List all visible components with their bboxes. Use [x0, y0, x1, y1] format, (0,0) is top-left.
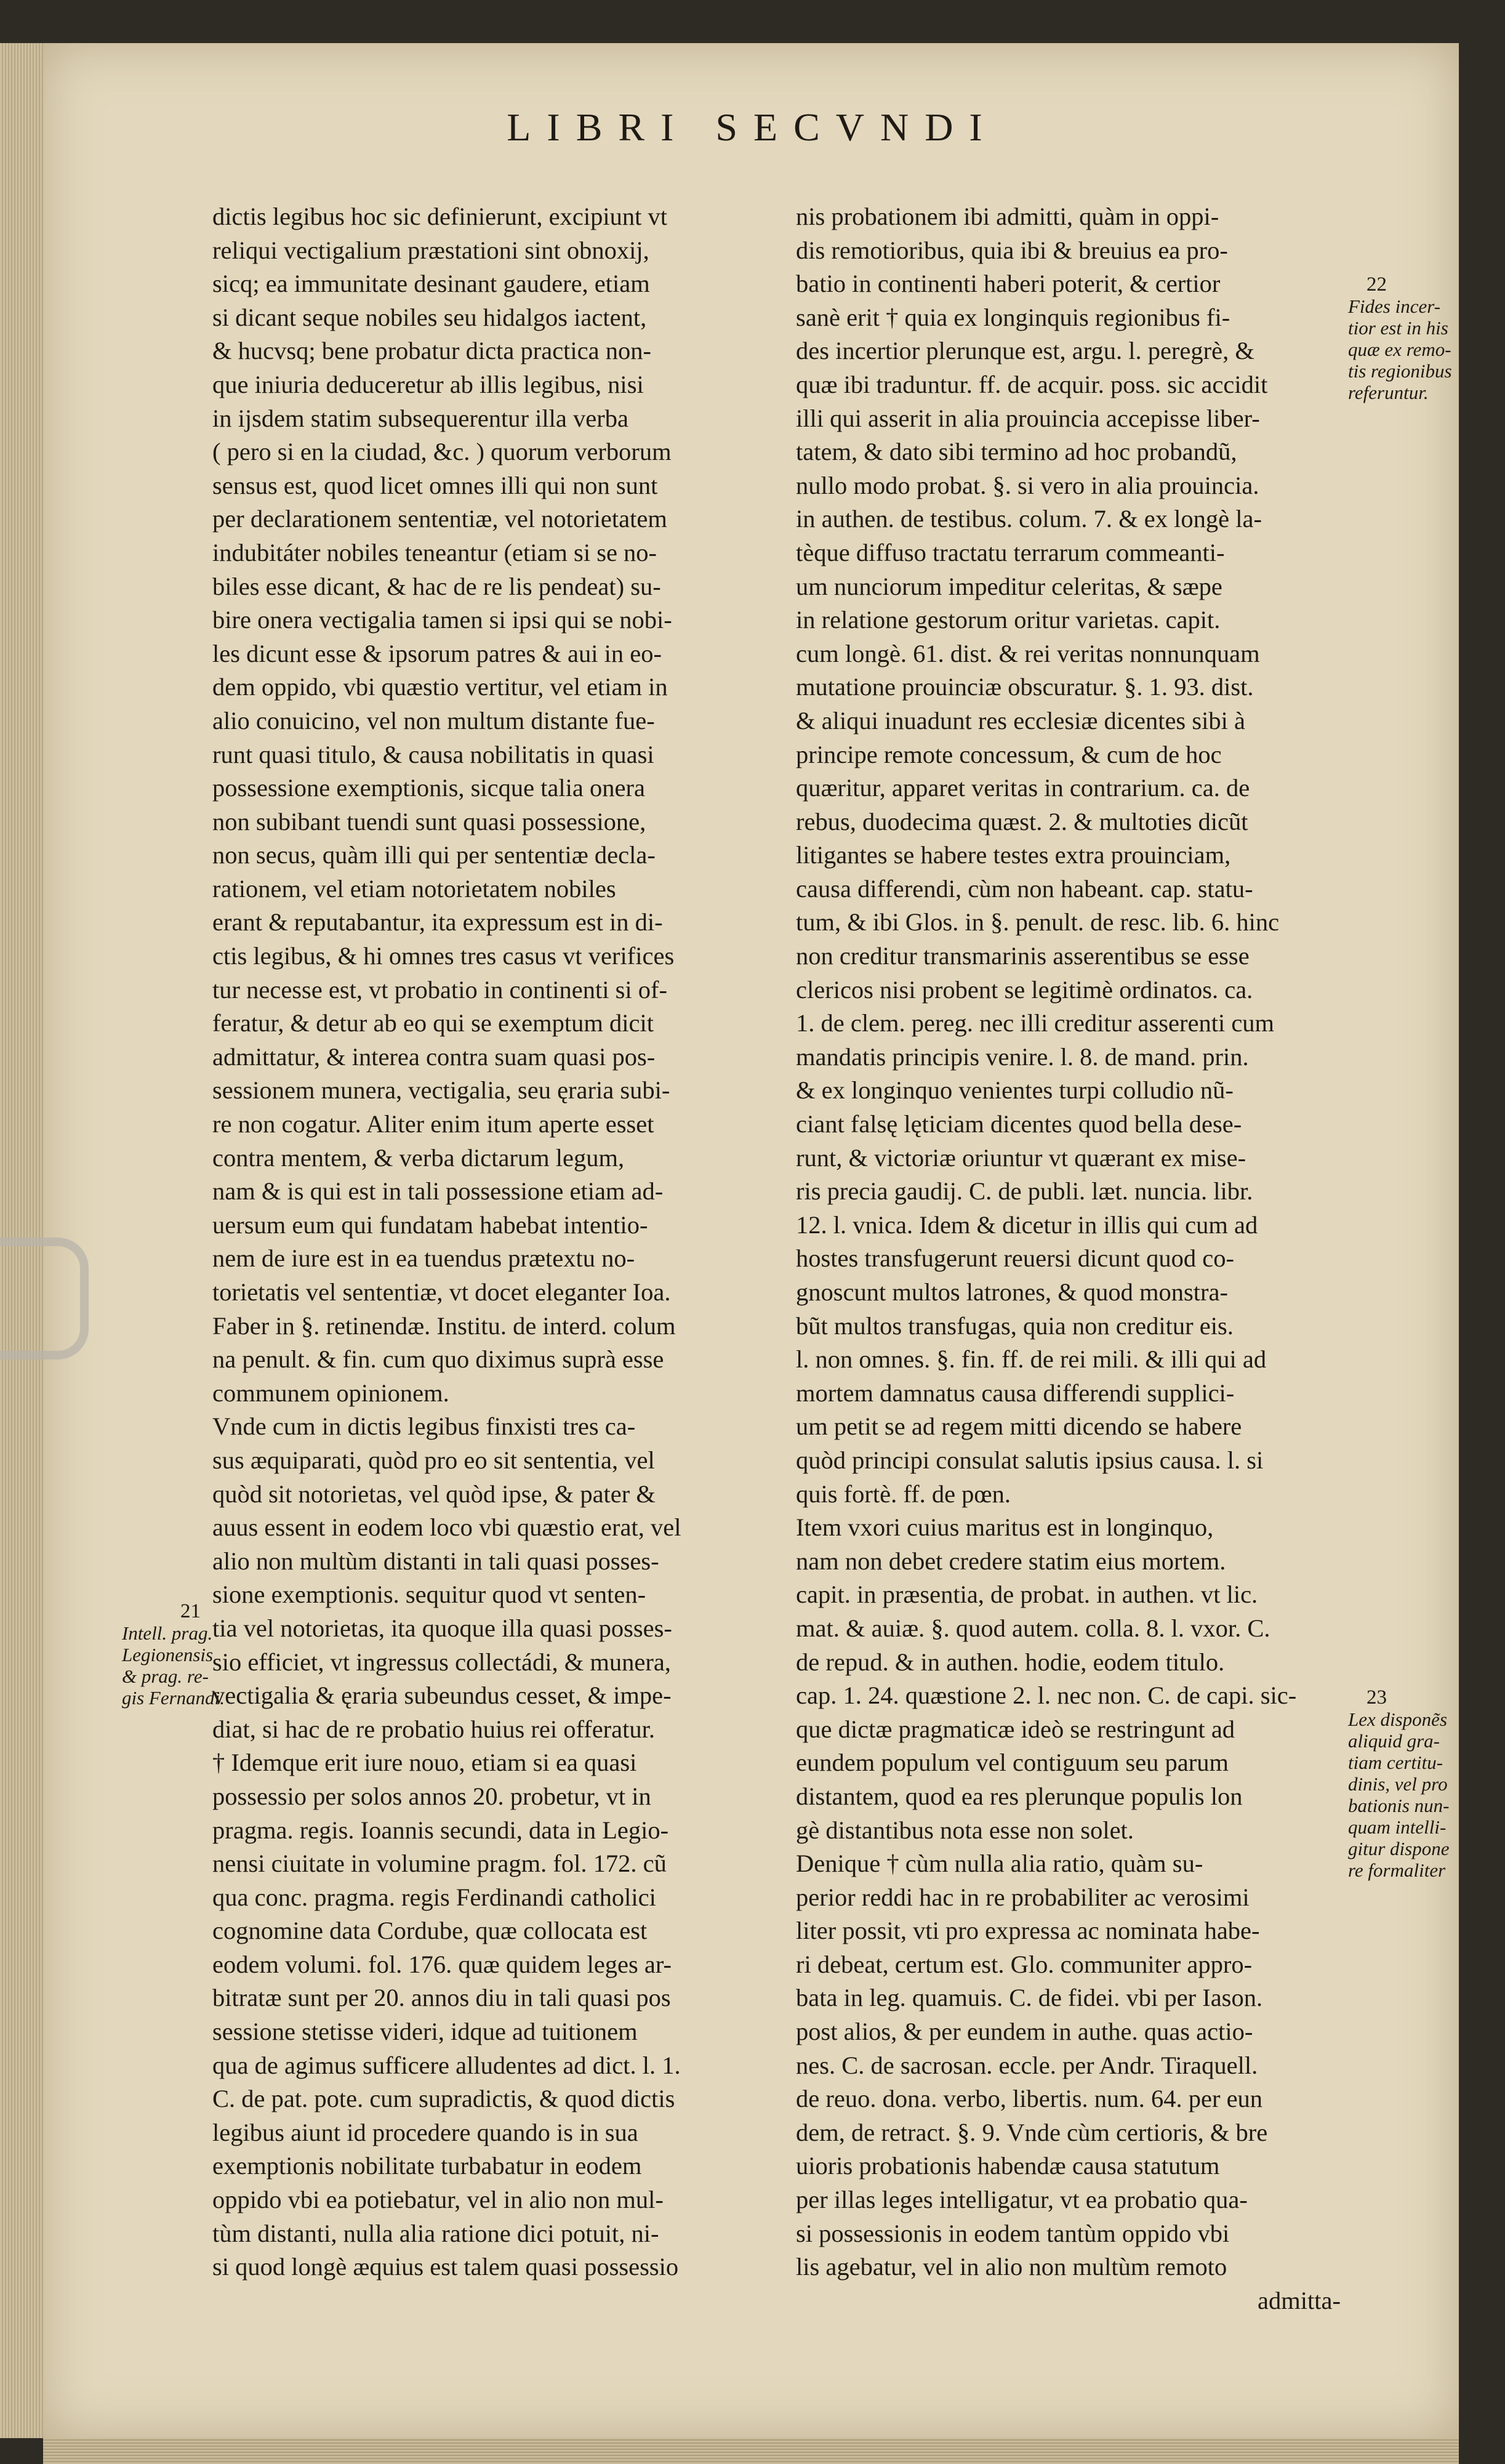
text-line: possessio per solos annos 20. probetur, vt in	[212, 1782, 651, 1810]
text-line: sensus est, quod licet omnes illi qui non sunt	[212, 471, 658, 499]
text-line: 1. de clem. pereg. nec illi creditur asserenti cum	[796, 1009, 1275, 1037]
text-line: sicq; ea immunitate desinant gaudere, etiam	[212, 270, 650, 298]
margin-note-line: Intell. prag.	[122, 1622, 213, 1644]
text-line: Faber in §. retinendæ. Institu. de interd. colum	[212, 1311, 676, 1340]
text-line: um nunciorum impeditur celeritas, & sæpe	[796, 572, 1222, 600]
text-line: non subibant tuendi sunt quasi possessione,	[212, 807, 646, 835]
text-line: mat. & auiæ. §. quod autem. colla. 8. l. vxor. C.	[796, 1614, 1270, 1642]
text-line: in ijsdem statim subsequerentur illa verba	[212, 404, 628, 432]
text-line: post alios, & per eundem in authe. quas actio-	[796, 2018, 1253, 2046]
text-line: quis fortè. ff. de pœn.	[796, 1480, 1011, 1508]
text-line: qua de agimus sufficere alludentes ad dict. l. 1.	[212, 2051, 681, 2079]
text-line: pragma. regis. Ioannis secundi, data in Legio-	[212, 1816, 669, 1844]
text-line: eundem populum vel contiguum seu parum	[796, 1749, 1229, 1777]
text-line: admitta-	[1258, 2286, 1341, 2314]
margin-note-line: & prag. re-	[122, 1665, 209, 1687]
text-line: nam & is qui est in tali possessione etiam ad-	[212, 1177, 664, 1206]
text-line: de reuo. dona. verbo, libertis. num. 64. per eun	[796, 2085, 1263, 2113]
text-line: indubitáter nobiles teneantur (etiam si se no-	[212, 538, 657, 566]
running-header: LIBRI SECVNDI	[507, 105, 998, 149]
text-line: vectigalia & ęraria subeundus cesset, & impe-	[212, 1681, 672, 1710]
text-line: perior reddi hac in re probabiliter ac verosimi	[796, 1883, 1250, 1911]
text-line: bũt multos transfugas, quia non creditur eis.	[796, 1311, 1234, 1340]
text-line: cum longè. 61. dist. & rei veritas nonnunquam	[796, 639, 1260, 667]
text-line: na penult. & fin. cum quo diximus suprà esse	[212, 1345, 664, 1374]
text-line: de repud. & in authen. hodie, eodem titulo.	[796, 1648, 1225, 1676]
text-line: ciant falsę lęticiam dicentes quod bella dese-	[796, 1110, 1242, 1138]
text-line: sessionem munera, vectigalia, seu ęraria subi-	[212, 1076, 670, 1105]
text-line: Denique † cùm nulla alia ratio, quàm su-	[796, 1850, 1203, 1878]
text-line: possessione exemptionis, sicque talia onera	[212, 774, 645, 802]
binder-clip	[0, 1238, 89, 1359]
text-line: ris precia gaudij. C. de publi. læt. nuncia. libr.	[796, 1177, 1253, 1206]
text-line: runt quasi titulo, & causa nobilitatis in quasi	[212, 740, 654, 768]
text-line: eodem volumi. fol. 176. quæ quidem leges ar-	[212, 1950, 672, 1978]
text-line: torietatis vel sententiæ, vt docet eleganter Ioa.	[212, 1278, 671, 1306]
text-line: sanè erit † quia ex longinquis regionibus fi-	[796, 303, 1230, 331]
text-line: l. non omnes. §. fin. ff. de rei mili. & illi qui ad	[796, 1345, 1267, 1374]
margin-note-22	[1348, 274, 1459, 403]
text-line: & aliqui inuadunt res ecclesiæ dicentes sibi à	[796, 706, 1245, 735]
text-line: sio efficiet, vt ingressus collectádi, & munera,	[212, 1648, 671, 1676]
text-line: alio conuicino, vel non multum distante fue-	[212, 706, 655, 735]
text-line: dictis legibus hoc sic definierunt, excipiunt vt	[212, 203, 667, 230]
margin-note-line: Lex dispone͂s	[1348, 1709, 1448, 1730]
margin-note-21	[122, 1600, 225, 1709]
text-line: biles esse dicant, & hac de re lis pendeat) su-	[212, 572, 661, 600]
text-line: les dicunt esse & ipsorum patres & aui in eo-	[212, 639, 662, 667]
margin-note-line: Fides incer-	[1348, 296, 1441, 317]
text-line: sus æquiparati, quòd pro eo sit sententia, vel	[212, 1446, 655, 1474]
text-line: communem opinionem.	[212, 1379, 449, 1407]
text-line: nem de iure est in ea tuendus prætextu no-	[212, 1244, 635, 1273]
text-line: hostes transfugerunt reuersi dicunt quod co-	[796, 1244, 1234, 1273]
text-line: rebus, duodecima quæst. 2. & multoties dicũt	[796, 807, 1248, 835]
text-line: des incertior plerunque est, argu. l. peregrè, &	[796, 337, 1254, 365]
margin-note-number: 22	[1367, 273, 1387, 296]
margin-note-number: 23	[1367, 1686, 1387, 1709]
text-line: alio non multùm distanti in tali quasi posses-	[212, 1547, 659, 1575]
margin-note-line: quæ ex remo-	[1348, 339, 1451, 360]
text-line: reliqui vectigalium præstationi sint obnoxij,	[212, 236, 649, 264]
text-line: si quod longè æquius est talem quasi possessio	[212, 2253, 679, 2281]
text-line: clericos nisi probent se legitimè ordinatos. ca.	[796, 975, 1253, 1004]
margin-note-line: gis Fernandi.	[122, 1687, 225, 1709]
text-line: tia vel notorietas, ita quoque illa quasi posses-	[212, 1614, 672, 1642]
text-line: nam non debet credere statim eius mortem.	[796, 1547, 1226, 1575]
text-line: si dicant seque nobiles seu hidalgos iactent,	[212, 303, 647, 331]
text-line: nensi ciuitate in volumine pragm. fol. 172. cũ	[212, 1850, 667, 1878]
text-line: sessione stetisse videri, idque ad tuitionem	[212, 2018, 638, 2046]
text-line: que iniuria deduceretur ab illis legibus, nisi	[212, 370, 644, 398]
text-line: re non cogatur. Aliter enim itum aperte esset	[212, 1110, 654, 1138]
text-line: mutatione prouinciæ obscuratur. §. 1. 93. dist.	[796, 673, 1254, 701]
margin-note-line: Legionensis	[122, 1644, 214, 1665]
right-text-column	[796, 200, 1341, 2386]
text-line: tùm distanti, nulla alia ratione dici potuit, ni-	[212, 2219, 659, 2247]
margin-note-line: tiam certitu-	[1348, 1752, 1443, 1773]
text-line: uioris probationis habendæ causa statutum	[796, 2152, 1220, 2180]
page-edge-bottom	[43, 2438, 1459, 2464]
text-line: in authen. de testibus. colum. 7. & ex longè la-	[796, 505, 1262, 533]
text-line: nis probationem ibi admitti, quàm in oppi-	[796, 203, 1219, 230]
text-line: quòd principi consulat salutis ipsius causa. l. si	[796, 1446, 1264, 1474]
text-line: dem oppido, vbi quæstio vertitur, vel etiam in	[212, 673, 668, 701]
text-line: bire onera vectigalia tamen si ipsi qui se nobi-	[212, 606, 672, 634]
text-line: ri debeat, certum est. Glo. communiter appro-	[796, 1950, 1253, 1978]
text-line: runt, & victoriæ oriuntur vt quærant ex mise-	[796, 1143, 1246, 1172]
text-line: lis agebatur, vel in alio non multùm remoto	[796, 2253, 1227, 2281]
margin-note-line: quam intelli-	[1348, 1816, 1447, 1838]
text-line: uersum eum qui fundatam habebat intentio-	[212, 1210, 648, 1239]
text-line: nullo modo probat. §. si vero in alia prouincia.	[796, 471, 1259, 499]
text-line: tatem, & dato sibi termino ad hoc probandũ,	[796, 438, 1237, 466]
margin-note-line: gitur dispone	[1348, 1838, 1450, 1859]
text-line: gnoscunt multos latrones, & quod monstra-	[796, 1278, 1228, 1306]
text-line: illi qui asserit in alia prouincia accepisse liber-	[796, 404, 1260, 432]
text-line: liter possit, vti pro expressa ac nominata habe-	[796, 1917, 1260, 1945]
text-line: litigantes se habere testes extra prouinciam,	[796, 841, 1231, 869]
text-line: causa differendi, cùm non habeant. cap. statu-	[796, 874, 1253, 903]
margin-note-line: bationis nun-	[1348, 1795, 1450, 1816]
text-line: diat, si hac de re probatio huius rei offeratur.	[212, 1715, 656, 1743]
text-line: sione exemptionis. sequitur quod vt senten-	[212, 1580, 646, 1609]
text-line: exemptionis nobilitate turbabatur in eodem	[212, 2152, 642, 2180]
text-line: C. de pat. pote. cum supradictis, & quod dictis	[212, 2085, 675, 2113]
margin-note-line: re formaliter	[1348, 1859, 1446, 1881]
text-line: † Idemque erit iure nouo, etiam si ea quasi	[212, 1749, 637, 1777]
text-line: nes. C. de sacrosan. eccle. per Andr. Tiraquell.	[796, 2051, 1258, 2079]
text-line: rationem, vel etiam notorietatem nobiles	[212, 874, 616, 903]
text-line: gè distantibus nota esse non solet.	[796, 1816, 1134, 1844]
text-line: bata in leg. quamuis. C. de fidei. vbi per Iason.	[796, 1984, 1263, 2012]
text-line: bitratæ sunt per 20. annos diu in tali quasi pos	[212, 1984, 671, 2012]
text-line: in relatione gestorum oritur varietas. capit.	[796, 606, 1221, 634]
text-line: feratur, & detur ab eo qui se exemptum dicit	[212, 1009, 654, 1037]
margin-note-line: dinis, vel pro	[1348, 1773, 1448, 1795]
text-line: cognomine data Cordube, quæ collocata est	[212, 1917, 648, 1945]
text-line: distantem, quod ea res plerunque populis lon	[796, 1782, 1243, 1810]
text-line: dem, de retract. §. 9. Vnde cùm certioris, & bre	[796, 2118, 1268, 2146]
text-line: batio in continenti haberi poterit, & certior	[796, 270, 1221, 298]
margin-note-line: aliquid gra-	[1348, 1730, 1440, 1752]
text-line: auus essent in eodem loco vbi quæstio erat, vel	[212, 1513, 681, 1542]
text-line: qua conc. pragma. regis Ferdinandi catholici	[212, 1883, 656, 1911]
text-line: non secus, quàm illi qui per sententiæ decla-	[212, 841, 656, 869]
text-line: & ex longinquo venientes turpi colludio nũ-	[796, 1076, 1234, 1105]
text-line: ctis legibus, & hi omnes tres casus vt verifices	[212, 942, 675, 970]
text-line: cap. 1. 24. quæstione 2. l. nec non. C. de capi. sic-	[796, 1681, 1297, 1710]
text-line: oppido vbi ea potiebatur, vel in alio non mul-	[212, 2186, 664, 2214]
text-line: que dictæ pragmaticæ ideò se restringunt ad	[796, 1715, 1235, 1743]
text-line: tur necesse est, vt probatio in continenti si of-	[212, 975, 667, 1004]
margin-note-number: 21	[180, 1600, 201, 1622]
text-line: quòd sit notorietas, vel quòd ipse, & pater &	[212, 1480, 656, 1508]
margin-note-line: tior est in his	[1348, 317, 1448, 339]
text-line: & hucvsq; bene probatur dicta practica non-	[212, 337, 651, 365]
text-line: erant & reputabantur, ita expressum est in di-	[212, 908, 663, 936]
text-line: quæ ibi traduntur. ff. de acquir. poss. sic accidit	[796, 370, 1268, 398]
text-line: principe remote concessum, & cum de hoc	[796, 740, 1222, 768]
text-line: capit. in præsentia, de probat. in authen. vt lic.	[796, 1580, 1258, 1609]
text-line: quæritur, apparet veritas in contrarium. ca. de	[796, 774, 1250, 802]
text-line: tèque diffuso tractatu terrarum commeanti-	[796, 538, 1225, 566]
text-line: si possessionis in eodem tantùm oppido vbi	[796, 2219, 1230, 2247]
text-line: admittatur, & interea contra suam quasi pos-	[212, 1042, 656, 1071]
text-line: per illas leges intelligatur, vt ea probatio qua-	[796, 2186, 1248, 2214]
text-line: non creditur transmarinis asserentibus se esse	[796, 942, 1250, 970]
text-line: mandatis principis venire. l. 8. de mand. prin.	[796, 1042, 1249, 1071]
text-line: legibus aiunt id procedere quando is in sua	[212, 2118, 638, 2146]
text-line: mortem damnatus causa differendi supplici-	[796, 1379, 1235, 1407]
text-line: dis remotioribus, quia ibi & breuius ea pro-	[796, 236, 1228, 264]
text-line: per declarationem sententiæ, vel notorietatem	[212, 505, 667, 533]
text-line: Item vxori cuius maritus est in longinquo,	[796, 1513, 1214, 1542]
margin-note-23	[1348, 1687, 1459, 1881]
text-line: um petit se ad regem mitti dicendo se habere	[796, 1412, 1242, 1441]
text-line: contra mentem, & verba dictarum legum,	[212, 1143, 625, 1172]
text-line: 12. l. vnica. Idem & dicetur in illis qui cum ad	[796, 1210, 1258, 1239]
text-line: tum, & ibi Glos. in §. penult. de resc. lib. 6. hinc	[796, 908, 1280, 936]
text-line: ( pero si en la ciudad, &c. ) quorum verborum	[212, 438, 672, 466]
margin-note-line: referuntur.	[1348, 382, 1429, 403]
margin-note-line: tis regionibus	[1348, 360, 1452, 382]
left-text-column	[212, 200, 776, 2386]
text-line: Vnde cum in dictis legibus finxisti tres ca-	[212, 1412, 636, 1441]
